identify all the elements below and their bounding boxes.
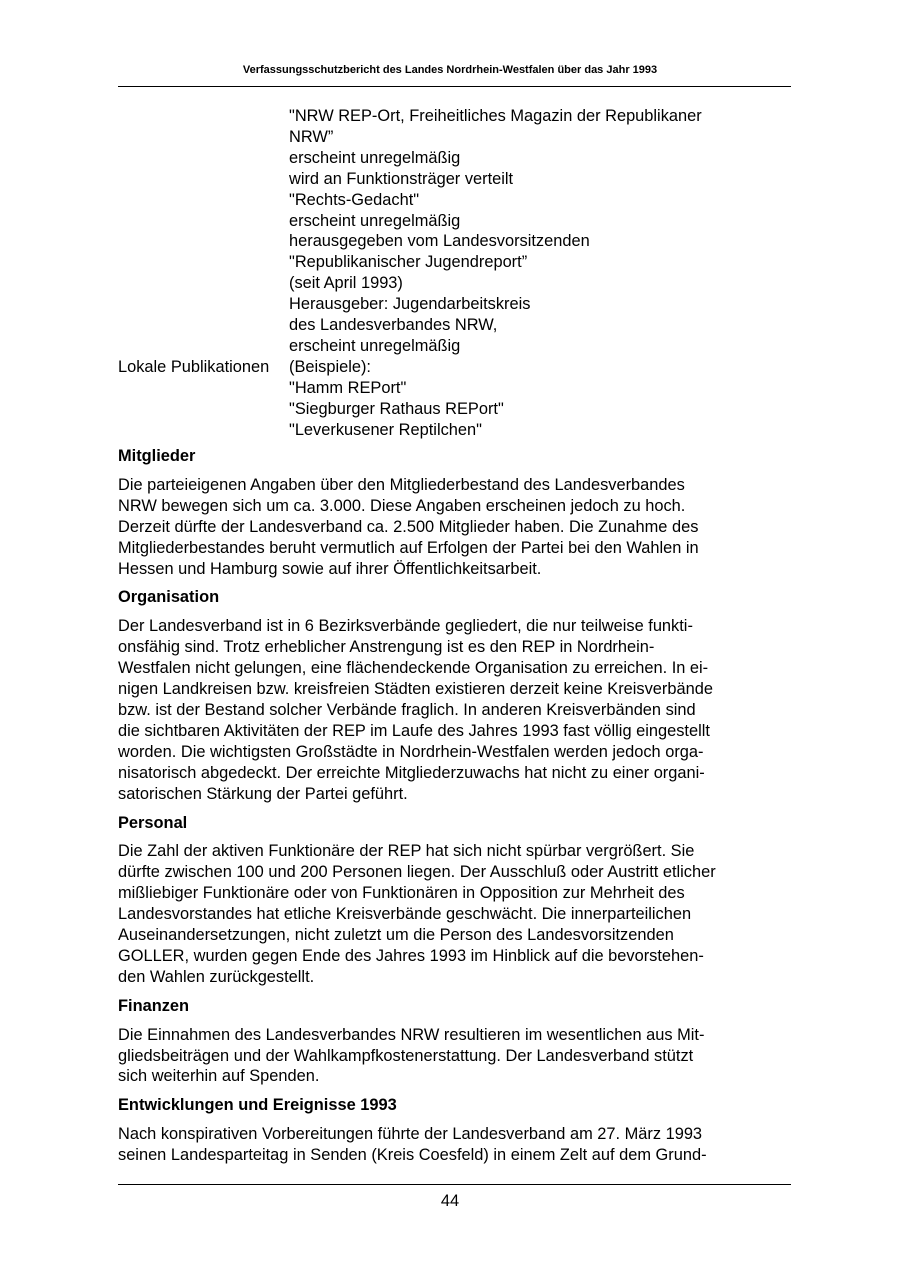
publication-line [118, 252, 791, 273]
publication-text: "NRW REP-Ort, Freiheitliches Magazin der Republikaner [289, 107, 702, 125]
publication-text: (Beispiele): [289, 357, 371, 376]
publication-text: "Siegburger Rathaus REPort" [289, 399, 504, 418]
publication-line [118, 127, 791, 148]
publication-text: Herausgeber: Jugendarbeitskreis [289, 295, 531, 314]
publication-text: herausgegeben vom Landesvorsitzenden [289, 232, 590, 251]
text-line: Die parteieigenen Angaben über den Mitgliederbestand des Landesverbandes [118, 475, 685, 494]
text-line: Hessen und Hamburg sowie auf ihrer Öffentlichkeitsarbeit. [118, 559, 542, 578]
publication-text: "Leverkusener Reptilchen" [289, 420, 482, 439]
publication-line [118, 420, 791, 441]
section-heading: Finanzen [118, 996, 190, 1015]
publication-label [118, 315, 289, 336]
publications-list [118, 106, 791, 441]
section-heading: Personal [118, 813, 188, 832]
section-heading: Mitglieder [118, 447, 196, 465]
publication-line [118, 378, 791, 399]
section-paragraph [118, 616, 791, 804]
publication-label [118, 273, 289, 294]
publication-text: des Landesverbandes NRW, [289, 316, 498, 335]
text-line: dürfte zwischen 100 und 200 Personen liegen. Der Ausschluß oder Austritt etlicher [118, 863, 716, 882]
publication-label [118, 127, 289, 148]
publication-label [118, 231, 289, 252]
text-line: onsfähig sind. Trotz erheblicher Anstrengung ist es den REP in Nordrhein- [118, 638, 655, 657]
publication-label [118, 106, 289, 127]
publication-text: "Hamm REPort" [289, 378, 407, 397]
running-header: Verfassungsschutzbericht des Landes Nordrhein-Westfalen über das Jahr 1993 [242, 64, 658, 76]
publication-label [118, 420, 289, 441]
text-line: gliedsbeiträgen und der Wahlkampfkostenerstattung. Der Landesverband stützt [118, 1046, 694, 1065]
section-heading: Organisation [118, 588, 220, 607]
publication-line [118, 231, 791, 252]
text-line: Mitgliederbestandes beruht vermutlich auf Erfolgen der Partei bei den Wahlen in [118, 538, 699, 557]
section-paragraph [118, 1124, 791, 1166]
page-number: 44 [440, 1192, 460, 1210]
publication-line [118, 169, 791, 190]
publication-line [118, 315, 791, 336]
publication-text: NRW” [289, 127, 334, 146]
text-line: Die Einnahmen des Landesverbandes NRW resultieren im wesentlichen aus Mit- [118, 1025, 705, 1044]
publication-label: Lokale Publikationen [118, 357, 270, 376]
text-line: Die Zahl der aktiven Funktionäre der REP hat sich nicht spürbar vergrößert. Sie [118, 842, 695, 861]
text-line: nisatorisch abgedeckt. Der erreichte Mitgliederzuwachs hat nicht zu einer organi- [118, 763, 705, 782]
publication-label [118, 148, 289, 169]
text-line: GOLLER, wurden gegen Ende des Jahres 1993 im Hinblick auf die bevorstehen- [118, 946, 704, 965]
publication-label [118, 378, 289, 399]
text-line: satorischen Stärkung der Partei geführt. [118, 784, 408, 803]
text-line: die sichtbaren Aktivitäten der REP im Laufe des Jahres 1993 fast völlig eingestellt [118, 721, 710, 740]
document-body [118, 446, 791, 1174]
publication-label [118, 336, 289, 357]
section-paragraph [118, 841, 791, 987]
publication-line [118, 211, 791, 232]
text-line: NRW bewegen sich um ca. 3.000. Diese Angaben erscheinen jedoch zu hoch. [118, 496, 686, 515]
publication-label [118, 211, 289, 232]
text-line: worden. Die wichtigsten Großstädte in Nordrhein-Westfalen werden jedoch orga- [118, 742, 704, 761]
text-line: Auseinandersetzungen, nicht zuletzt um die Person des Landesvorsitzenden [118, 926, 674, 945]
publication-line [118, 294, 791, 315]
publication-line [118, 399, 791, 420]
publication-text: erscheint unregelmäßig [289, 148, 461, 167]
publication-line [118, 336, 791, 357]
text-line: Nach konspirativen Vorbereitungen führte der Landesverband am 27. März 1993 [118, 1125, 703, 1144]
section-paragraph [118, 475, 791, 580]
publication-label [118, 169, 289, 190]
publication-line [118, 148, 791, 169]
publication-label [118, 294, 289, 315]
publication-text: "Rechts-Gedacht" [289, 190, 420, 209]
text-line: seinen Landesparteitag in Senden (Kreis Coesfeld) in einem Zelt auf dem Grund- [118, 1146, 707, 1165]
publication-line [118, 190, 791, 211]
section-heading: Entwicklungen und Ereignisse 1993 [118, 1096, 397, 1115]
text-line: mißliebiger Funktionäre oder von Funktionären in Opposition zur Mehrheit des [118, 884, 685, 903]
header-rule [118, 86, 791, 87]
publication-line [118, 106, 791, 127]
section-paragraph [118, 1025, 791, 1088]
text-line: Westfalen nicht gelungen, eine flächendeckende Organisation zu erreichen. In ei- [118, 659, 709, 678]
publication-label [118, 190, 289, 211]
text-line: Landesvorstandes hat etliche Kreisverbände geschwächt. Die innerparteilichen [118, 905, 692, 924]
publication-text: (seit April 1993) [289, 274, 403, 293]
publication-label [118, 252, 289, 273]
text-line: nigen Landkreisen bzw. kreisfreien Städten existieren derzeit keine Kreisverbände [118, 680, 713, 699]
footer-rule [118, 1184, 791, 1185]
publication-text: erscheint unregelmäßig [289, 336, 461, 355]
text-line: sich weiterhin auf Spenden. [118, 1067, 320, 1086]
publication-line [118, 273, 791, 294]
text-line: Derzeit dürfte der Landesverband ca. 2.500 Mitglieder haben. Die Zunahme des [118, 517, 699, 536]
publication-text: "Republikanischer Jugendreport” [289, 253, 528, 272]
publication-text: erscheint unregelmäßig [289, 211, 461, 230]
text-line: Der Landesverband ist in 6 Bezirksverbände gegliedert, die nur teilweise funkti- [118, 617, 693, 636]
text-line: den Wahlen zurückgestellt. [118, 967, 315, 986]
publication-text: wird an Funktionsträger verteilt [289, 169, 514, 188]
text-line: bzw. ist der Bestand solcher Verbände fraglich. In anderen Kreisverbänden sind [118, 700, 696, 719]
publication-line [118, 357, 791, 378]
publication-label [118, 399, 289, 420]
